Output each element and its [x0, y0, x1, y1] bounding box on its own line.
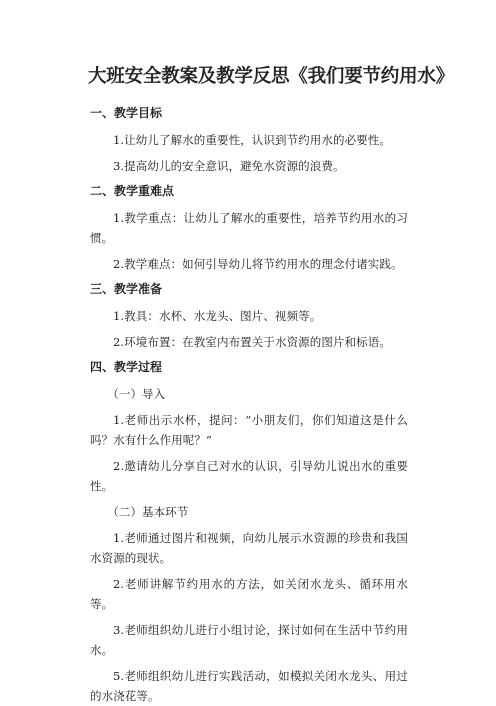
section-heading-key-points: 二、教学重难点 — [90, 184, 175, 198]
paragraph: 1.让幼儿了解水的重要性，认识到节约用水的必要性。 — [113, 133, 391, 147]
paragraph: 5.老师组织幼儿进行实践活动，如模拟关闭水龙头、用过的水浇花等。 — [90, 669, 408, 703]
subheading-basic: （二）基本环节 — [107, 505, 189, 519]
paragraph: 1.老师出示水杯，提问：“小朋友们，你们知道这是什么吗？水有什么作用呢？” — [90, 413, 408, 447]
section-heading-process: 四、教学过程 — [90, 360, 163, 374]
document-title: 大班安全教案及教学反思《我们要节约用水》 — [88, 66, 455, 87]
paragraph: 2.邀请幼儿分享自己对水的认识，引导幼儿说出水的重要性。 — [90, 459, 408, 493]
paragraph: 1.教学重点：让幼儿了解水的重要性，培养节约用水的习惯。 — [90, 211, 408, 245]
section-heading-preparation: 三、教学准备 — [90, 282, 163, 296]
subheading-intro: （一）导入 — [107, 387, 166, 401]
paragraph: 2.教学难点：如何引导幼儿将节约用水的理念付诸实践。 — [113, 257, 403, 271]
paragraph: 2.环境布置：在教室内布置关于水资源的图片和标语。 — [113, 335, 391, 349]
paragraph: 1.教具：水杯、水龙头、图片、视频等。 — [113, 309, 322, 323]
paragraph: 3.老师组织幼儿进行小组讨论，探讨如何在生活中节约用水。 — [90, 623, 408, 657]
section-heading-objectives: 一、教学目标 — [90, 106, 163, 120]
paragraph: 1.老师通过图片和视频，向幼儿展示水资源的珍贵和我国水资源的现状。 — [90, 531, 408, 565]
paragraph: 2.老师讲解节约用水的方法，如关闭水龙头、循环用水等。 — [90, 577, 408, 611]
paragraph: 3.提高幼儿的安全意识，避免水资源的浪费。 — [113, 159, 345, 173]
